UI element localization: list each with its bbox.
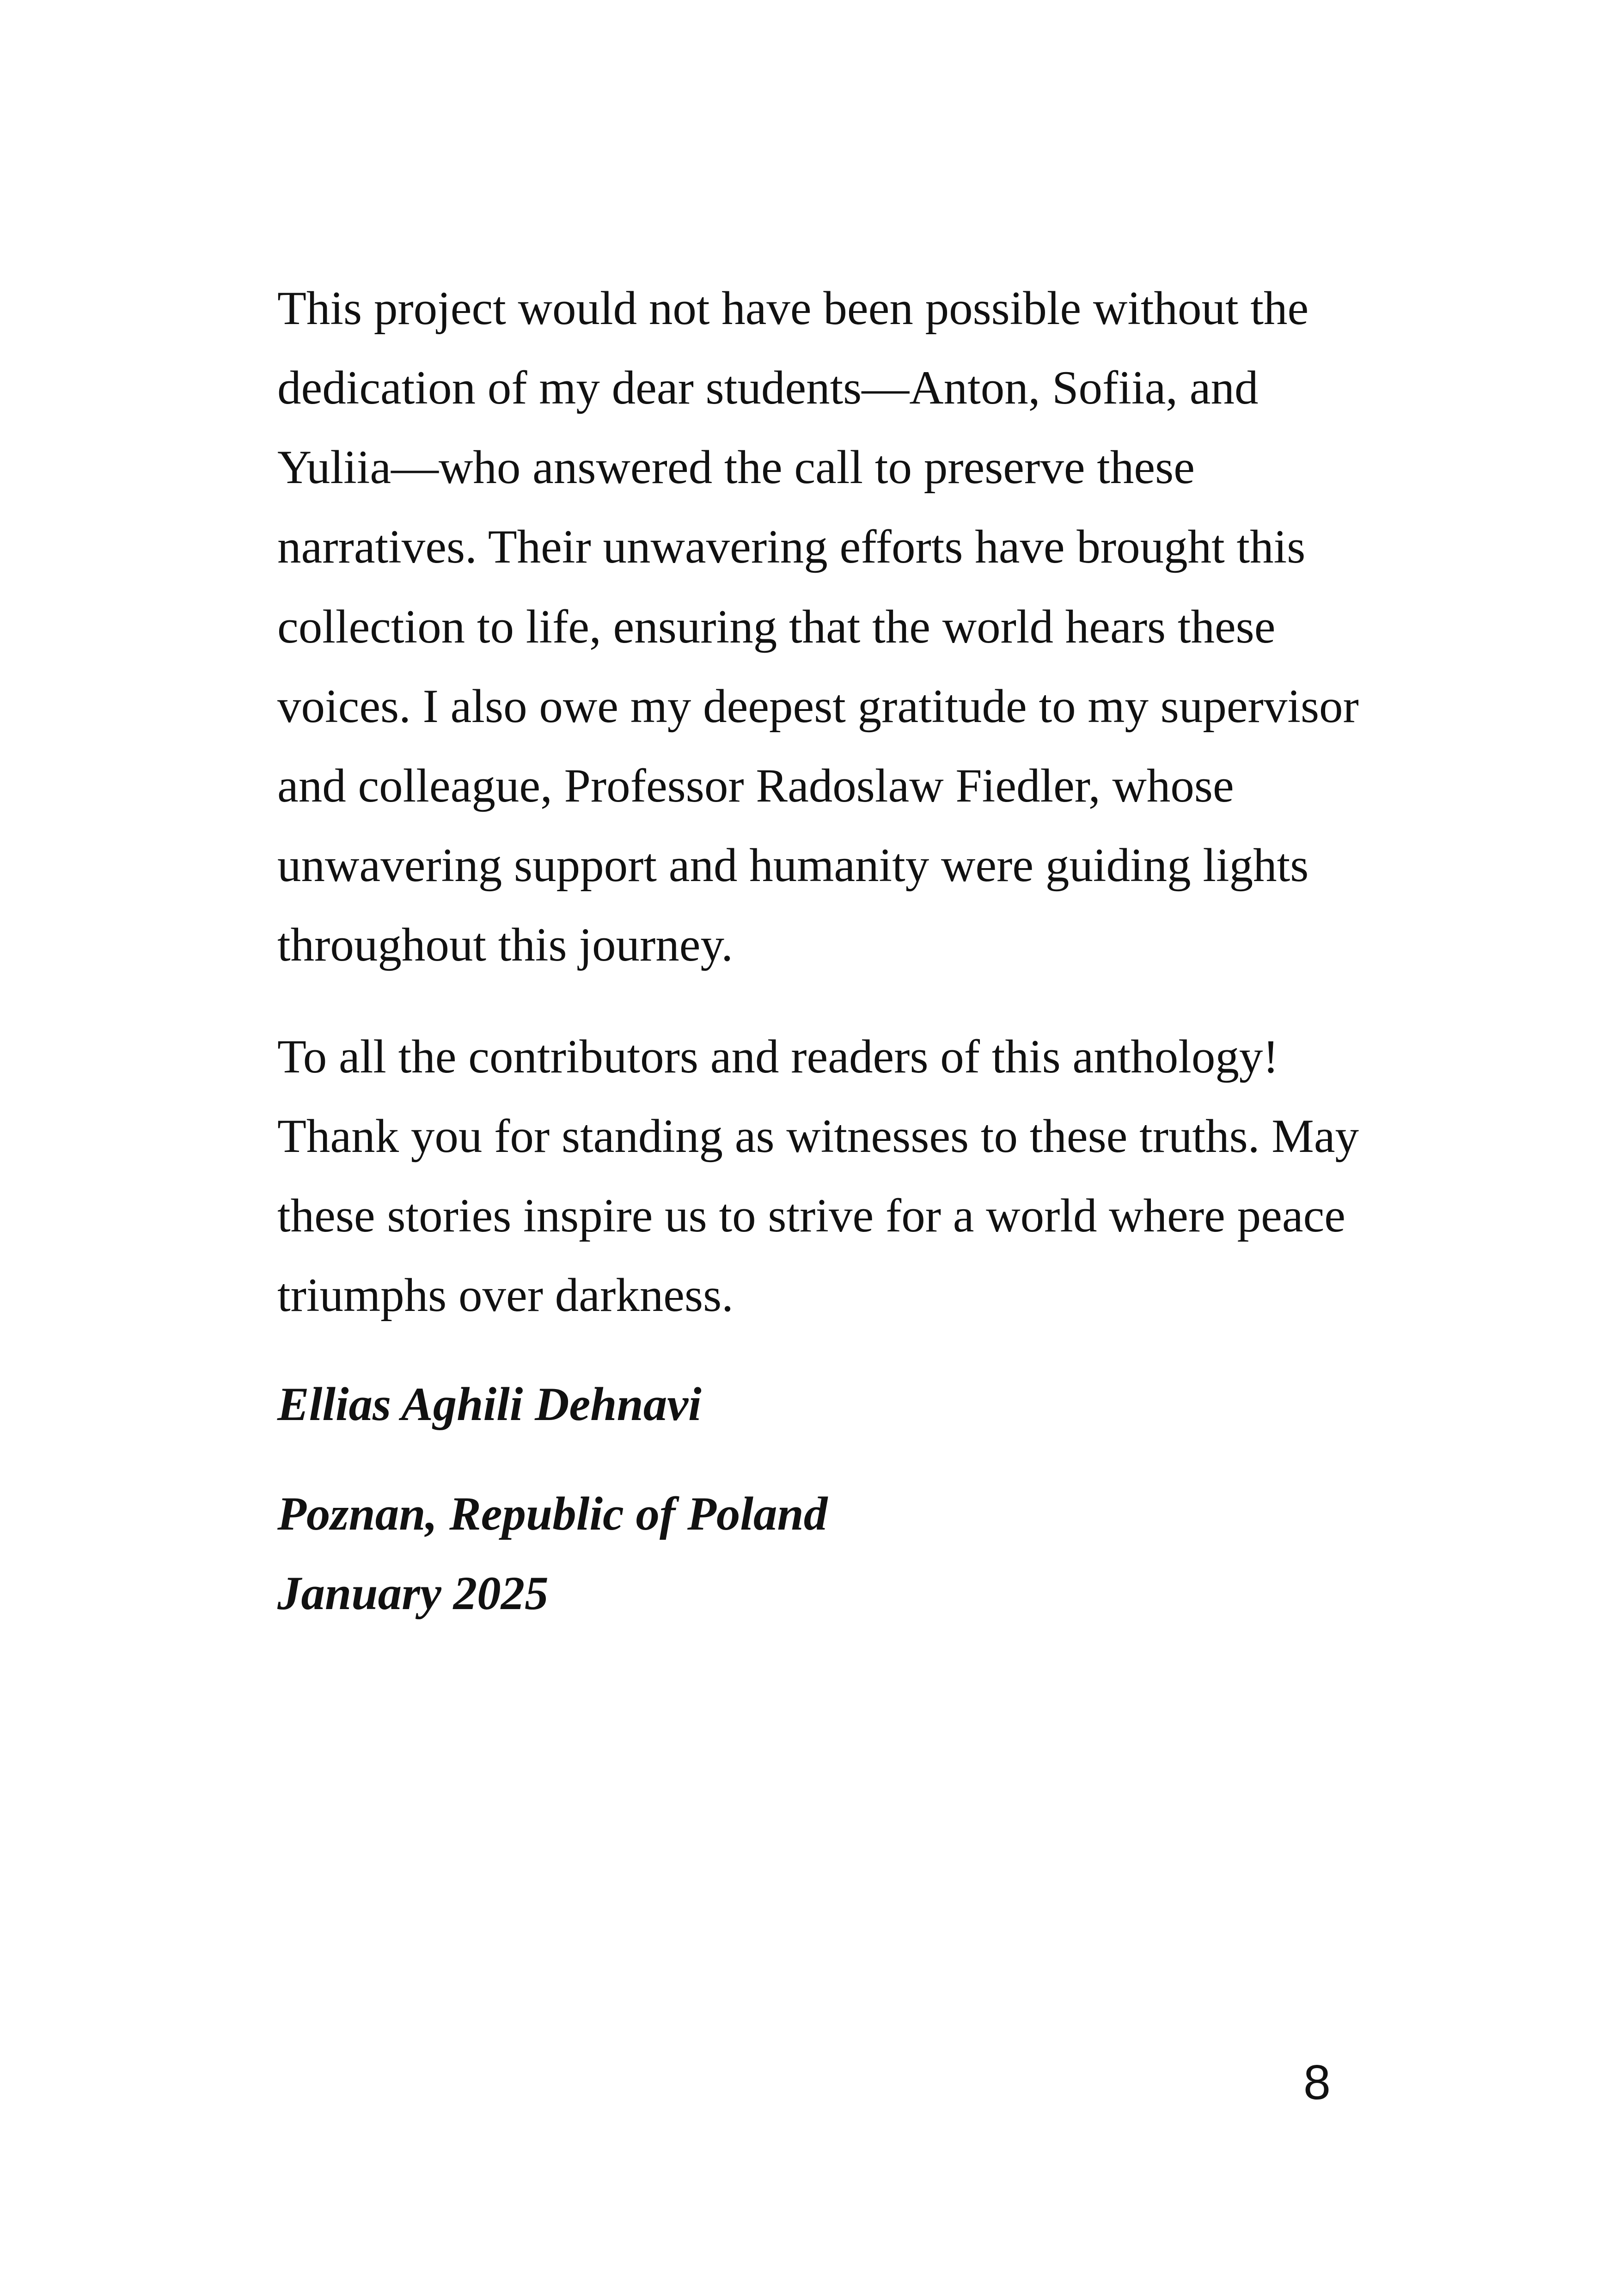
paragraph-line: dedication of my dear students—Anton, Sofiia, and (277, 361, 1259, 414)
author-name: Ellias Aghili Dehnavi (277, 1378, 702, 1431)
paragraph-line: unwavering support and humanity were guiding lights (277, 839, 1309, 892)
paragraph-line: narratives. Their unwavering efforts have brought this (277, 520, 1306, 573)
paragraph-line: voices. I also owe my deepest gratitude to my supervisor (277, 680, 1359, 733)
paragraph-line: and colleague, Professor Radoslaw Fiedler, whose (277, 759, 1234, 812)
paragraph-line: these stories inspire us to strive for a world where peace (277, 1189, 1346, 1242)
signature-place: Poznan, Republic of Poland (277, 1488, 828, 1540)
paragraph-line: To all the contributors and readers of this anthology! (277, 1030, 1279, 1083)
signature-date: January 2025 (277, 1567, 549, 1620)
paragraph-line: Thank you for standing as witnesses to these truths. May (277, 1110, 1359, 1163)
paragraph-line: throughout this journey. (277, 918, 734, 971)
paragraph-line: Yuliia—who answered the call to preserve these (277, 441, 1195, 494)
paragraph-line: This project would not have been possible without the (277, 282, 1309, 335)
paragraph-line: triumphs over darkness. (277, 1269, 734, 1322)
page-number: 8 (1303, 2055, 1331, 2110)
paragraph-line: collection to life, ensuring that the world hears these (277, 600, 1276, 653)
